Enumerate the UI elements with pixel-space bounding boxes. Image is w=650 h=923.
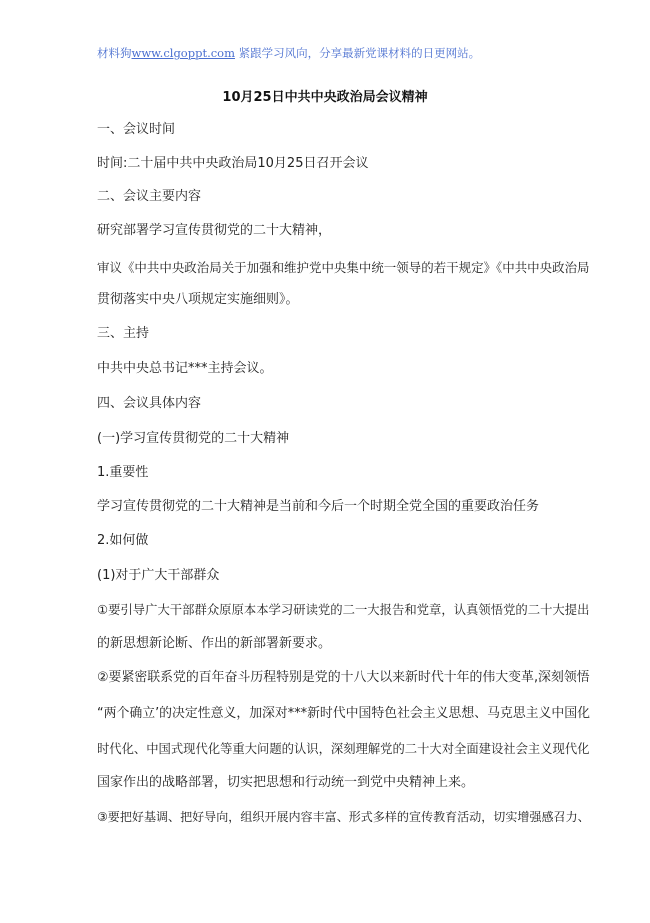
paragraph-line: 研究部署学习宣传贯彻党的二十大精神， (97, 223, 332, 238)
paragraph-line: 贯彻落实中央八项规定实施细则》。 (97, 292, 299, 307)
paragraph-line: 时代化、中国式现代化等重大问题的认识，深刻理解党的二十大对全面建设社会主义现代化 (97, 742, 590, 756)
page-header (97, 45, 480, 61)
header-site-link[interactable]: www.clgoppt.com (131, 46, 235, 60)
paragraph-line: 审议《中共中央政治局关于加强和维护党中央集中统一领导的若干规定》《中共中央政治局 (97, 260, 590, 275)
section-heading-details: 四、会议具体内容 (97, 396, 202, 411)
paragraph-line: 学习宣传贯彻党的二十大精神是当前和今后一个时期全党全国的重要政治任务 (97, 499, 540, 514)
paragraph-line: ①要引导广大干部群众原原本本学习研读党的二一大报告和党章，认真领悟党的二十大提出 (97, 603, 590, 617)
paragraph-line: “两个确立’的决定性意义，加深对***新时代中国特色社会主义思想、马克思主义中国化 (97, 706, 590, 721)
paragraph-line: 的新思想新论断、作出的新部署新要求。 (97, 636, 332, 651)
paragraph-line: ③要把好基调、把好导向，组织开展内容丰富、形式多样的宣传教育活动，切实增强感召力、 (97, 810, 590, 824)
subsection-heading: 1.重要性 (97, 465, 149, 480)
paragraph-line: 中共中央总书记***主持会议。 (97, 361, 273, 376)
paragraph-line: ②要紧密联系党的百年奋斗历程特别是党的十八大以来新时代十年的伟大变革,深刻领悟 (97, 670, 590, 685)
section-heading-host: 三、主持 (97, 326, 150, 341)
subsection-heading: 2.如何做 (97, 533, 149, 548)
header-tagline: 紧跟学习风向，分享最新党课材料的日更网站。 (238, 46, 481, 60)
section-heading-content: 二、会议主要内容 (97, 189, 202, 204)
header-prefix: 材料狗 (97, 46, 132, 60)
paragraph-line: 时间:二十届中共中央政治局10月25日召开会议 (97, 156, 369, 171)
subsection-heading: (一)学习宣传贯彻党的二十大精神 (97, 431, 290, 446)
document-title: 10月25日中共中央政治局会议精神 (222, 90, 428, 105)
subsection-heading: (1)对于广大干部群众 (97, 568, 220, 583)
section-heading-time: 一、会议时间 (97, 122, 176, 137)
paragraph-line: 国家作出的战略部署，切实把思想和行动统一到党中央精神上来。 (97, 775, 475, 790)
